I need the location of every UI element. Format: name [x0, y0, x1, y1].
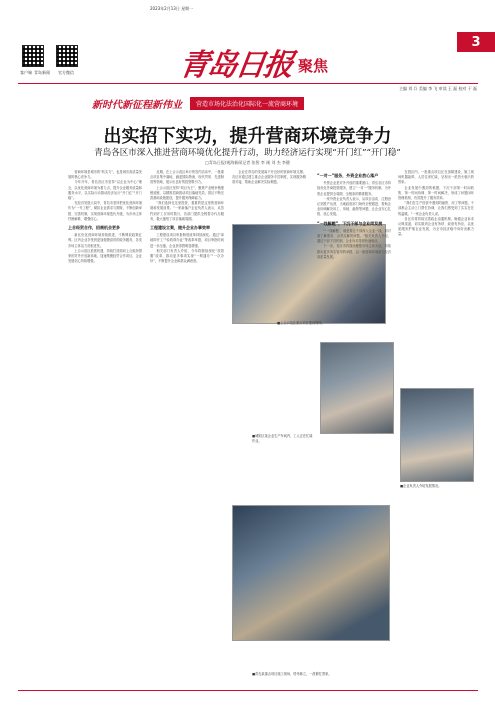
paragraph: 营商环境是城市的“软实力”，也是城市高质量发展的核心竞争力。 [68, 170, 142, 180]
paragraph: 下一步，各区市将继续聚焦市场主体关切，持续推出更多务实管用的举措，以一流营商环境助力经济高质量发展。 [317, 244, 391, 259]
paragraph: 在经济发展大局中，青岛市坚持把优化营商环境作为“一号工程”，紧扣企业需求与期待，不断创新举措、完善机制，实现营商环境迭代升级，为市场主体纾困解难、增强信心。 [68, 201, 142, 221]
editor-credits: 主编 刘 兵 美编 李 飞 审读 王 磊 校对 于 磊 [399, 86, 477, 91]
paragraph: 上合示范区抢抓机遇，持续打造面向上合组织国家的对外开放新高地，加速集聚经贸合作项目，企业发展信心持续增强。 [68, 248, 142, 264]
article-column-4 [317, 170, 391, 678]
photo-caption: ■上合示范区重点项目建设现场。 [277, 321, 325, 325]
top-bar [0, 0, 495, 40]
paragraph: 企业发展中遇到的难题，下沉干部第一时间收集、第一时间协调、第一时间解决，形成了问题闭环管理机制，有效提升了服务效率。 [398, 185, 474, 201]
paragraph: “我们选择在这里投资，看重的是这里的营商环境和发展前景。”一家新落户企业负责人表示，从签约到开工仅用时数月，各部门提供全程帮办代办服务，极大缩短了项目落地周期。 [150, 201, 224, 221]
date-line: 2023年2月13日 星期一 [150, 6, 194, 11]
banner-slogan: 新时代新征程新伟业 [92, 99, 182, 111]
section-heading: “一对一”服务，外资企业放心落户 [317, 173, 379, 178]
photo-caption: ■城阳区某企业生产车间内，工人正在忙碌作业。 [252, 434, 313, 443]
paragraph: 在园区内，一批重点项目正在加紧建设，施工现场机器轰鸣、人员往来忙碌，呈现出一派热火朝天的景象。 [398, 170, 474, 185]
paragraph: 近期，在上合示范区举行的签约活动中，一批重点项目集中落地，涵盖国际物流、现代贸易、先进制造等领域，展示出良好的投资吸引力。 [150, 170, 224, 185]
qr-label: 官方微信 [58, 70, 74, 75]
section-heading: “一线解题”，下沉干部与企业同发展 [317, 220, 383, 226]
paragraph: 一家外资企业负责人表示，从项目洽谈、注册登记到投产运营，当地政府部门始终全程跟进，帮助企业协调解决用工、用地、融资等问题，让企业安心扎根、放心发展。 [317, 196, 391, 217]
masthead-divider [18, 83, 478, 84]
qr-label: 客户端 [20, 70, 32, 75]
paragraph: 新区优化营商环境持续推进，不断释放政策红利。区内企业享受到更加便捷高效的政务服务，各类市场主体活力竞相迸发。 [68, 233, 142, 248]
photo-caption: ■青岛某重点项目施工现场，塔吊林立，一派繁忙景象。 [252, 672, 332, 676]
section-name: 聚焦 [298, 56, 329, 75]
qr-label: 青岛新闻 [34, 70, 50, 75]
paragraph: 上合示范区坚持“项目为王”，聚焦产业链补链强链延链，以精准招商推动项目落地见效。园区不断完善基础设施建设，提升服务保障能力。 [150, 185, 224, 201]
newspaper-logo: 青岛日报 [177, 48, 294, 83]
paragraph: 相关部门负责人介绍，今年将继续深化“放管服”改革，推动更多事项实现“一网通办”“一次办好”，不断提升企业和群众满意度。 [150, 248, 224, 264]
article-column-2 [150, 170, 224, 678]
qr-code-icon[interactable] [22, 45, 44, 67]
section-heading: 工程建设立案，提升企业办事效率 [150, 225, 210, 231]
paragraph: 各区市将持续完善政企沟通机制，畅通企业诉求反映渠道，切实做到企业有所呼、政府有所应，以优质服务护航企业发展，为全市经济稳中向好贡献力量。 [398, 216, 474, 237]
article-column-1 [68, 170, 142, 678]
paragraph: “‘一线解题’，就是要让干部深入企业一线，面对面了解需求、点对点解决问题。”相关负责人介绍，通过干部下沉机制，企业诉求得到快速响应。 [317, 228, 391, 244]
article-subhead: 青岛各区市深入推进营商环境优化提升行动，助力经济运行实现“开门红”“开门稳” [94, 148, 401, 158]
section-heading: 上合经贸合作，招商机会更多 [68, 225, 120, 231]
paragraph: 企业在青岛的发展离不开良好的营商环境支撑。各区市通过建立重点企业服务专员制度，实现服务精准对接，帮助企业解决实际难题。 [232, 170, 306, 185]
banner-topic: 营造市场化法治化国际化一流营商环境 [190, 97, 304, 110]
paragraph: 工程建设项目审批制度改革持续深化。通过“拿地即开工”“验收即办证”等改革举措，项目审批时间进一步压缩，企业获得感明显增强。 [150, 233, 224, 248]
masthead [177, 44, 329, 83]
topic-banner [92, 96, 408, 110]
article-headline: 出实招下实功，提升营商环境竞争力 [103, 126, 392, 147]
paragraph: 今年开年，青岛各区市坚持“以企业为中心”理念，以优化营商环境为着力点，提升企业服务质量和服务水平，以实际行动推动经济运行“开门红”“开门稳”。 [68, 180, 142, 201]
page-number-badge: 3 [457, 32, 495, 52]
paragraph: 外资企业是对外开放的重要窗口。青岛各区市持续优化外商投资服务，建立“一对一”服务机制，为外资企业提供全周期、全链条的精准服务。 [317, 181, 391, 196]
news-photo [400, 388, 474, 482]
bottom-divider [18, 690, 478, 691]
qr-code-icon[interactable] [56, 45, 78, 67]
article-byline: □青岛日报/观海新闻记者 张智 李 刚 刘 杰 李健 [205, 160, 290, 165]
paragraph: “我们在生产经营中遇到的融资、用工等问题，干部都会主动上门帮忙协调，让我们感受到了实实在在的温暖。”一家企业负责人说。 [398, 201, 474, 216]
photo-caption: ■企业负责人介绍发展情况。 [400, 484, 442, 488]
